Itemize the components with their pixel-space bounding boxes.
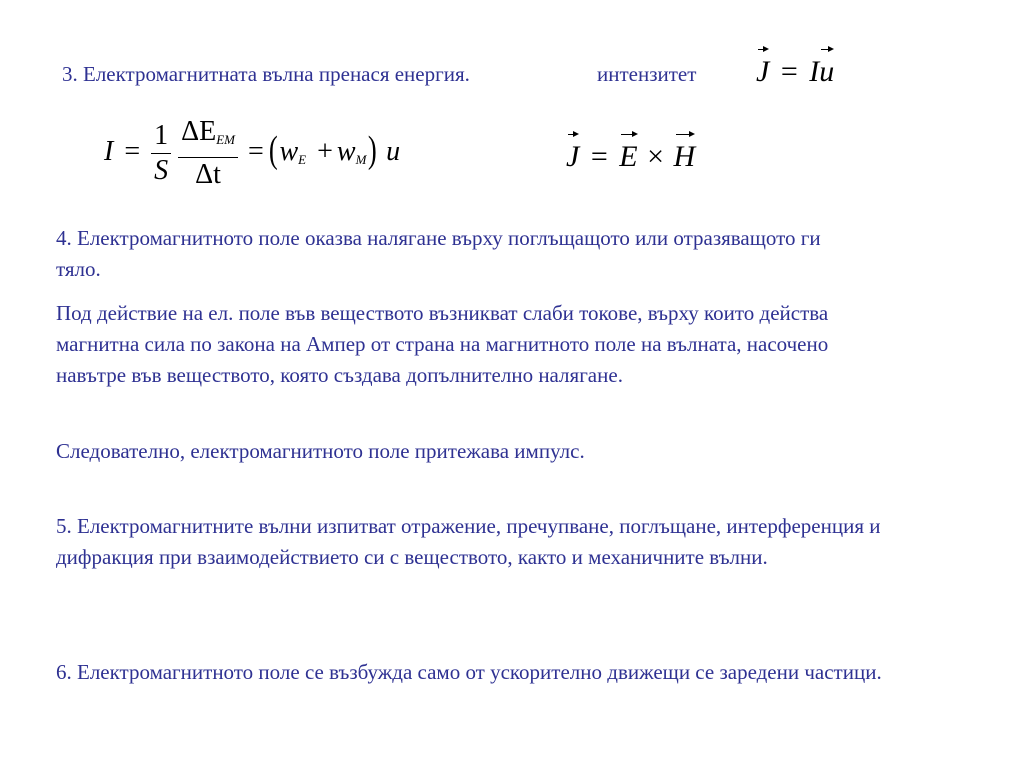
item6-text: 6. Електромагнитното поле се възбужда само от ускорително движещи се заредени частици. <box>56 660 882 684</box>
vector-e: E <box>619 140 637 174</box>
fraction-one-over-s: $\frac{1}{S}$ <box>151 119 171 188</box>
fraction-energy-over-time: $\frac{\Delta E_{EM}}{\Delta t}$ <box>178 115 238 192</box>
vector-j: J <box>756 55 769 89</box>
item4-explanation: Под действие на ел. поле във веществото възникват слаби токове, върху които действа магнитна сила по закона на Ампер от страна на магнитното поле на вълната, насочено навътре във веществото, която създава допълнително налягане. <box>56 301 829 387</box>
formula-j-iu: J = I u <box>756 55 834 89</box>
item4-title: 4. Електромагнитното поле оказва налягане върху поглъщащото или отразяващото ги тяло. <box>56 226 821 281</box>
intensity-label: интензитет <box>597 62 697 86</box>
vector-h: H <box>674 140 696 174</box>
formula-intensity: I = $\frac{1}{S}$ $\frac{\Delta E_{EM}}{\Delta t}$ = $(w_E + w_M)$ u <box>104 116 401 190</box>
vector-j: J <box>566 140 579 174</box>
vector-u: u <box>819 55 834 89</box>
formula-poynting: J = E × H <box>566 140 695 174</box>
item3-text: 3. Електромагнитната вълна пренася енергия. <box>62 62 470 86</box>
item4-conclusion: Следователно, електромагнитното поле притежава импулс. <box>56 439 585 463</box>
item5-text: 5. Електромагнитните вълни изпитват отражение, пречупване, поглъщане, интерференция и дифракция при взаимодействието си с веществото, както и механичните вълни. <box>56 514 881 569</box>
